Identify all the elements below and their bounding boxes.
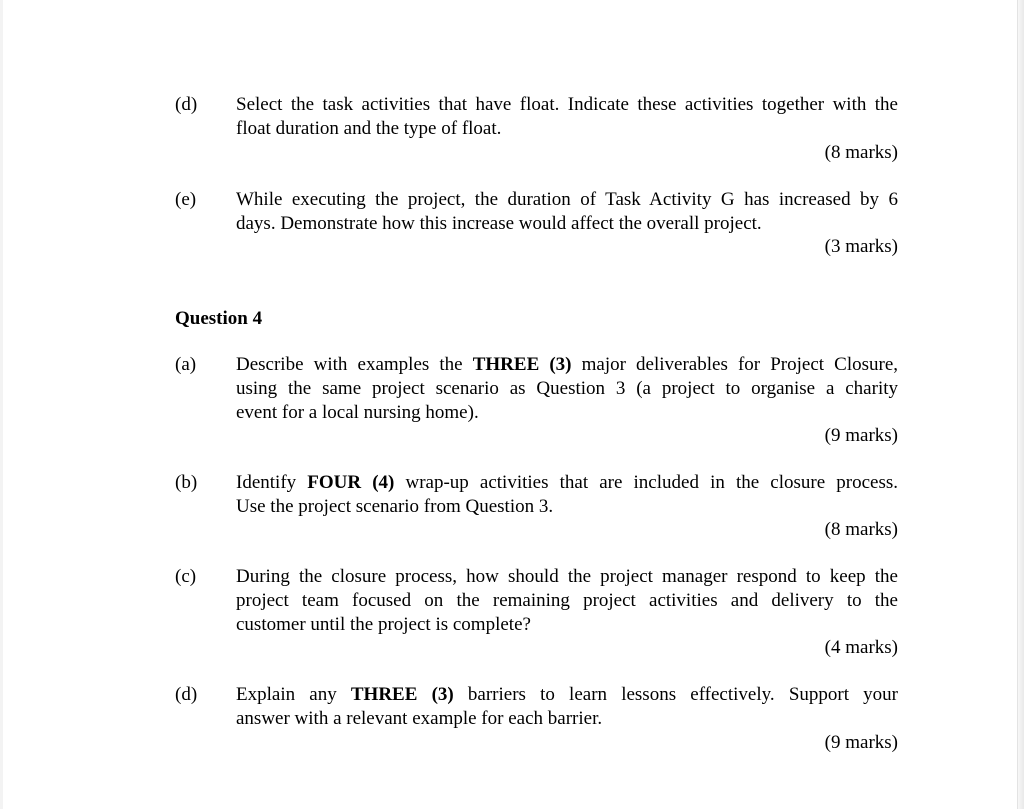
q4-a-line-1 bbox=[236, 353, 898, 377]
q4-a-line-3: event for a local nursing home). bbox=[236, 402, 479, 423]
q3-d-text bbox=[236, 93, 898, 141]
q4-d-line-1-post: barriers to learn lessons effectively. Support your bbox=[453, 684, 898, 705]
q4-c-marks: (4 marks) bbox=[824, 637, 898, 658]
q3-e-text bbox=[236, 188, 898, 236]
q4-a-text bbox=[236, 353, 898, 425]
q4-d-bold: THREE (3) bbox=[350, 684, 454, 705]
q4-a-marks: (9 marks) bbox=[824, 425, 898, 446]
q3-e-label: (e) bbox=[175, 189, 197, 210]
q4-c-line-3: customer until the project is complete? bbox=[236, 614, 531, 635]
q4-b-line-1 bbox=[236, 471, 898, 495]
q4-a-label: (a) bbox=[175, 354, 197, 375]
q4-d-text bbox=[236, 683, 898, 731]
q4-c-line-2: project team focused on the remaining project activities and delivery to the bbox=[236, 590, 898, 611]
q4-b-line-1-pre: Identify bbox=[236, 472, 308, 493]
q4-d-line-1 bbox=[236, 683, 898, 707]
q4-d-marks: (9 marks) bbox=[824, 732, 898, 753]
page-left-edge bbox=[0, 0, 3, 809]
q4-b-bold: FOUR (4) bbox=[307, 472, 395, 493]
q4-a-line-1-post: major deliverables for Project Closure, bbox=[571, 354, 899, 375]
q3-d-line-1: Select the task activities that have float. Indicate these activities together with the bbox=[236, 94, 898, 115]
q4-d-label: (d) bbox=[175, 684, 198, 705]
q4-c-line-1: During the closure process, how should the project manager respond to keep the bbox=[236, 566, 898, 587]
q4-a-bold: THREE (3) bbox=[472, 354, 572, 375]
q4-d-line-2: answer with a relevant example for each barrier. bbox=[236, 708, 603, 729]
q3-d-label: (d) bbox=[175, 94, 198, 115]
q4-d-line-1-pre: Explain any bbox=[236, 684, 351, 705]
q3-d-line-2: float duration and the type of float. bbox=[236, 118, 502, 139]
q4-b-label: (b) bbox=[175, 472, 198, 493]
q4-b-line-1-post: wrap-up activities that are included in the closure process. bbox=[394, 472, 899, 493]
q4-b-marks: (8 marks) bbox=[824, 519, 898, 540]
page-right-edge bbox=[1017, 0, 1024, 809]
q3-d-marks: (8 marks) bbox=[824, 142, 898, 163]
q4-b-line-2: Use the project scenario from Question 3. bbox=[236, 496, 554, 517]
q3-e-line-1: While executing the project, the duration of Task Activity G has increased by 6 bbox=[236, 189, 898, 210]
q4-c-label: (c) bbox=[175, 566, 197, 587]
q3-e-line-2: days. Demonstrate how this increase would affect the overall project. bbox=[236, 213, 762, 234]
question-4-heading: Question 4 bbox=[175, 308, 263, 329]
q4-a-line-1-pre: Describe with examples the bbox=[236, 354, 473, 375]
q4-b-text bbox=[236, 471, 898, 519]
q3-e-marks: (3 marks) bbox=[824, 236, 898, 257]
q4-a-line-2: using the same project scenario as Question 3 (a project to organise a charity bbox=[236, 378, 898, 399]
q4-c-text bbox=[236, 565, 898, 637]
